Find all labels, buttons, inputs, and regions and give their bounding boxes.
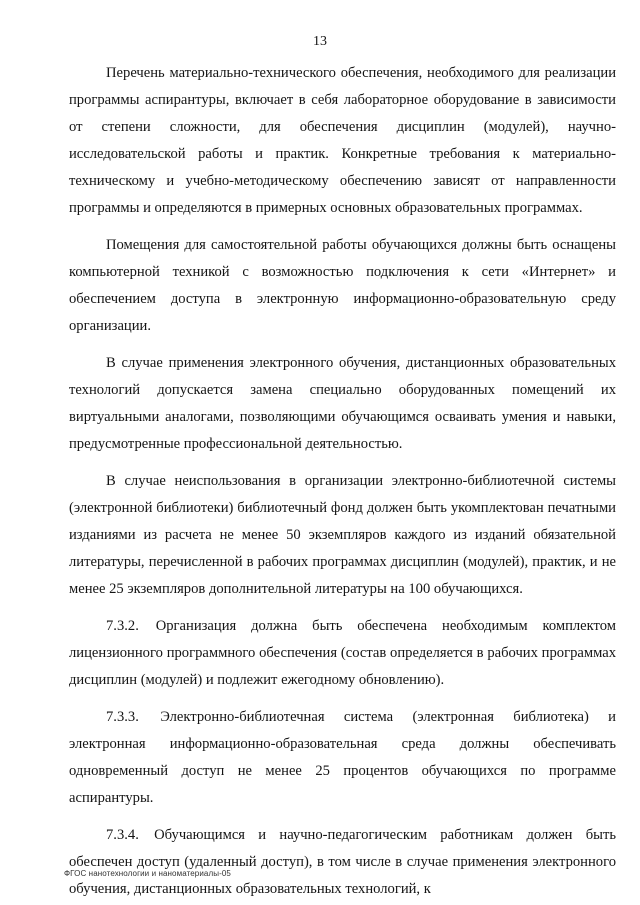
paragraph-7-3-3 <box>69 704 616 812</box>
paragraph-text: Организация должна быть обеспечена необходимым комплектом лицензионного программного обеспечения (состав определяется в рабочих программах дисциплин (модулей) и подлежит ежегодному обновлению). <box>69 618 616 688</box>
footer-note: ФГОС нанотехнологии и наноматериалы-05 <box>64 869 231 878</box>
paragraph-text: Помещения для самостоятельной работы обучающихся должны быть оснащены компьютерной техникой с возможностью подключения к сети «Интернет» и обеспечением доступа в электронную информационно-образовательную среду организации. <box>69 237 616 334</box>
page-number: 13 <box>313 34 327 49</box>
paragraph-text: Электронно-библиотечная система (электронная библиотека) и электронная информационно-образовательная среда должны обеспечивать одновременный доступ не менее 25 процентов обучающихся по программе аспирантуры. <box>69 709 616 806</box>
paragraph-7-3-2 <box>69 613 616 694</box>
paragraph-number: 7.3.3. <box>106 709 139 725</box>
paragraph-equipment-list <box>69 60 616 222</box>
paragraph-number: 7.3.4. <box>106 827 139 843</box>
paragraph-library-fund <box>69 468 616 603</box>
paragraph-text: В случае неиспользования в организации электронно-библиотечной системы (электронной библиотеки) библиотечный фонд должен быть укомплектован печатными изданиями из расчета не менее 50 экземпляров каждого из изданий обязательной литературы, перечисленной в рабочих программах дисциплин (модулей), практик, и не менее 25 экземпляров дополнительной литературы на 100 обучающихся. <box>69 473 616 597</box>
paragraph-text: Перечень материально-технического обеспечения, необходимого для реализации программы аспирантуры, включает в себя лабораторное оборудование в зависимости от степени сложности, для обеспечения дисциплин (модулей), научно-исследовательской работы и практик. Конкретные требования к материально-техническому и учебно-методическому обеспечению зависят от направленности программы и определяются в примерных основных образовательных программах. <box>69 65 616 216</box>
paragraph-e-learning <box>69 350 616 458</box>
paragraph-number: 7.3.2. <box>106 618 139 634</box>
paragraph-7-3-4 <box>69 822 616 903</box>
paragraph-self-study-rooms <box>69 232 616 340</box>
paragraph-text: В случае применения электронного обучения, дистанционных образовательных технологий допускается замена специально оборудованных помещений их виртуальными аналогами, позволяющими обучающимся осваивать умения и навыки, предусмотренные профессиональной деятельностью. <box>69 355 616 452</box>
document-body <box>69 60 616 903</box>
paragraph-text: Обучающимся и научно-педагогическим работникам должен быть обеспечен доступ (удаленный доступ), в том числе в случае применения электронного обучения, дистанционных образовательных технологий, к <box>69 827 616 897</box>
